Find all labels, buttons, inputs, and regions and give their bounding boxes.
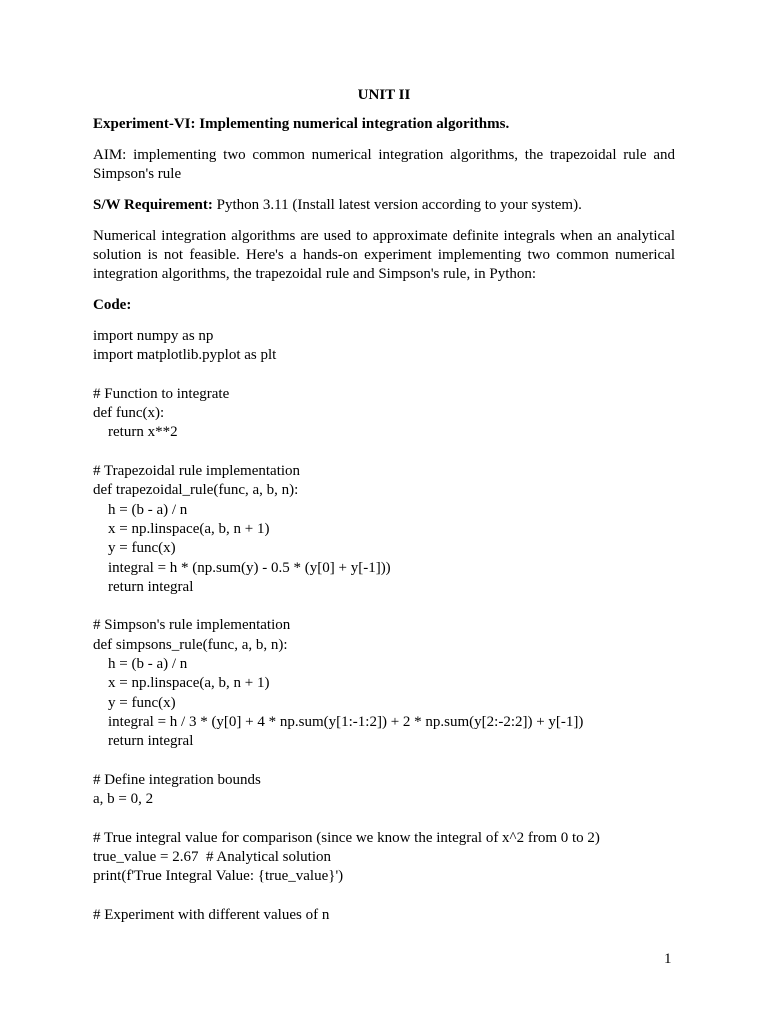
code-line: print(f'True Integral Value: {true_value}') xyxy=(93,868,344,885)
sw-requirement-label: S/W Requirement: xyxy=(93,197,213,213)
code-line: # Trapezoidal rule implementation xyxy=(93,463,301,480)
code-line: return integral xyxy=(93,733,194,750)
code-line xyxy=(93,887,675,906)
code-line: x = np.linspace(a, b, n + 1) xyxy=(93,520,270,537)
code-line: def simpsons_rule(func, a, b, n): xyxy=(93,636,288,653)
code-line: def trapezoidal_rule(func, a, b, n): xyxy=(93,482,299,499)
code-line: y = func(x) xyxy=(93,540,176,557)
code-line xyxy=(93,752,675,771)
code-line: integral = h / 3 * (y[0] + 4 * np.sum(y[1:-1:2]) + 2 * np.sum(y[2:-2:2]) + y[-1]) xyxy=(93,713,584,730)
sw-requirement xyxy=(93,196,675,215)
code-line xyxy=(93,597,675,616)
code-line: # Function to integrate xyxy=(93,385,230,402)
sw-requirement-text: Python 3.11 (Install latest version according to your system). xyxy=(212,197,582,213)
aim-paragraph: AIM: implementing two common numerical integration algorithms, the trapezoidal rule and Simpson's rule xyxy=(93,147,675,182)
code-line: integral = h * (np.sum(y) - 0.5 * (y[0] + y[-1])) xyxy=(93,559,391,576)
code-line: def func(x): xyxy=(93,405,165,422)
code-line: true_value = 2.67 # Analytical solution xyxy=(93,849,332,866)
unit-title: UNIT II xyxy=(357,87,411,103)
code-block xyxy=(93,327,675,925)
experiment-title: Experiment-VI: Implementing numerical integration algorithms. xyxy=(93,116,510,132)
code-line xyxy=(93,443,675,462)
code-line: return integral xyxy=(93,578,194,595)
code-line xyxy=(93,366,675,385)
code-heading: Code: xyxy=(93,297,132,313)
code-line: import numpy as np xyxy=(93,328,214,344)
page-number: 1 xyxy=(664,951,672,967)
code-line: a, b = 0, 2 xyxy=(93,791,154,808)
code-line: # Define integration bounds xyxy=(93,771,261,788)
code-line: # True integral value for comparison (since we know the integral of x^2 from 0 to 2) xyxy=(93,829,600,846)
code-line: x = np.linspace(a, b, n + 1) xyxy=(93,675,270,692)
code-line: # Simpson's rule implementation xyxy=(93,617,291,634)
code-line: y = func(x) xyxy=(93,694,176,711)
code-line: return x**2 xyxy=(93,424,178,441)
intro-paragraph: Numerical integration algorithms are used to approximate definite integrals when an analytical solution is not feasible. Here's a hands-on experiment implementing two common numerical integration algorithms, the trapezoidal rule and Simpson's rule, in Python: xyxy=(93,228,675,282)
code-line: h = (b - a) / n xyxy=(93,501,188,518)
code-line xyxy=(93,809,675,828)
code-line: import matplotlib.pyplot as plt xyxy=(93,347,277,364)
code-line: # Experiment with different values of n xyxy=(93,906,330,923)
document-page xyxy=(93,86,675,925)
code-line: h = (b - a) / n xyxy=(93,656,188,673)
